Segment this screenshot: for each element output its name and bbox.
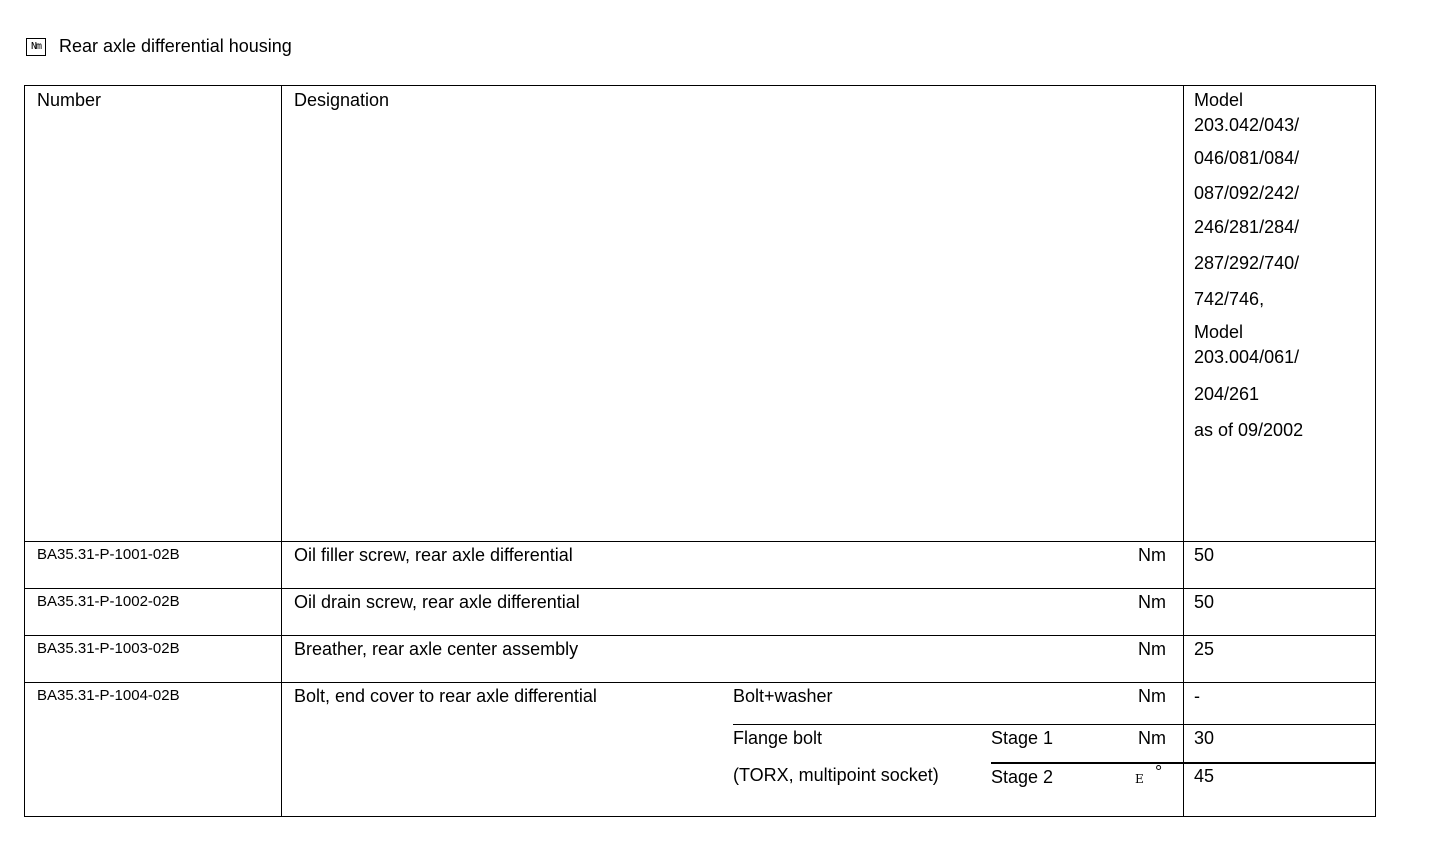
model-line: 742/746, <box>1194 289 1265 309</box>
sub-row-divider <box>991 762 1375 764</box>
page-header <box>26 36 292 57</box>
row-value: 50 <box>1194 592 1215 612</box>
row-divider <box>25 541 1375 542</box>
row-unit: Nm <box>1138 686 1166 706</box>
row-designation: Bolt, end cover to rear axle differential <box>294 686 597 706</box>
column-divider <box>1183 86 1184 816</box>
model-line: 046/081/084/ <box>1194 148 1300 168</box>
angle-unit-letter: E <box>1135 772 1144 786</box>
row-value: 50 <box>1194 545 1215 565</box>
row-number: BA35.31-P-1001-02B <box>37 546 180 563</box>
row-designation: Oil drain screw, rear axle differential <box>294 592 580 612</box>
model-line: as of 09/2002 <box>1194 420 1304 440</box>
sub-label: Bolt+washer <box>733 686 833 706</box>
model-line: 287/292/740/ <box>1194 253 1300 273</box>
row-unit: Nm <box>1138 592 1166 612</box>
column-header-designation: Designation <box>294 90 390 110</box>
row-unit: Nm <box>1138 545 1166 565</box>
sub-label: (TORX, multipoint socket) <box>733 765 939 785</box>
row-number: BA35.31-P-1003-02B <box>37 640 180 657</box>
row-designation: Breather, rear axle center assembly <box>294 639 579 659</box>
column-header-number: Number <box>37 90 102 110</box>
row-unit: Nm <box>1138 639 1166 659</box>
row-divider <box>25 682 1375 683</box>
stage-label: Stage 1 <box>991 728 1054 748</box>
row-designation: Oil filler screw, rear axle differential <box>294 545 573 565</box>
row-value: 25 <box>1194 639 1215 659</box>
degree-symbol: ° <box>1155 762 1163 782</box>
row-unit: Nm <box>1138 728 1166 748</box>
model-line: 203.042/043/ <box>1194 115 1300 135</box>
row-number: BA35.31-P-1004-02B <box>37 687 180 704</box>
model-line: 204/261 <box>1194 384 1260 404</box>
sub-row-divider <box>733 724 1375 725</box>
model-line: 087/092/242/ <box>1194 183 1300 203</box>
row-value: 45 <box>1194 766 1215 786</box>
row-divider <box>25 588 1375 589</box>
torque-table <box>24 85 1376 817</box>
stage-label: Stage 2 <box>991 767 1054 787</box>
model-line: Model <box>1194 90 1244 110</box>
model-line: Model <box>1194 322 1244 342</box>
row-number: BA35.31-P-1002-02B <box>37 593 180 610</box>
column-divider <box>281 86 282 816</box>
sub-label: Flange bolt <box>733 728 823 748</box>
model-line: 246/281/284/ <box>1194 217 1300 237</box>
page-title: Rear axle differential housing <box>59 36 292 56</box>
torque-nm-icon: Nm <box>26 38 46 56</box>
row-value: - <box>1194 686 1200 706</box>
row-value: 30 <box>1194 728 1215 748</box>
row-divider <box>25 635 1375 636</box>
model-line: 203.004/061/ <box>1194 347 1300 367</box>
